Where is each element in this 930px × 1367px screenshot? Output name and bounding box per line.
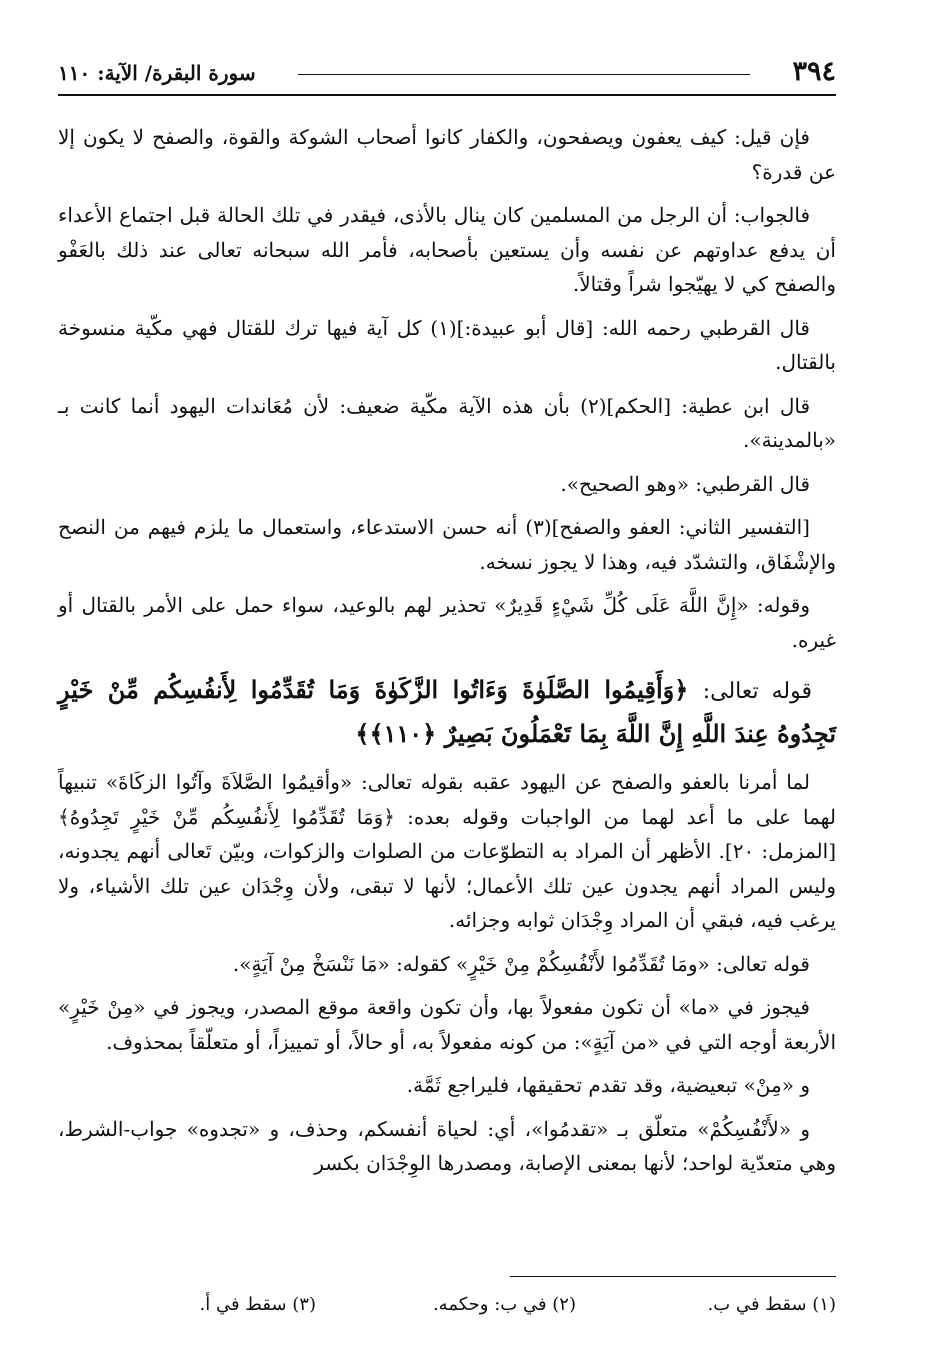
verse-heading: قوله تعالى: bbox=[702, 679, 813, 704]
page-header bbox=[58, 52, 836, 96]
paragraph: قال ابن عطية: [الحكم](٢) بأن هذه الآية مكّية ضعيف: لأن مُعَاندات اليهود أنما كانت بـ «بالمدينة». bbox=[58, 393, 836, 452]
paragraph: فإن قيل: كيف يعفون ويصفحون، والكفار كانوا أصحاب الشوكة والقوة، والصفح لا يكون إلا عن قدرة؟ bbox=[58, 125, 836, 184]
quran-verse bbox=[58, 669, 836, 755]
paragraph: [التفسير الثاني: العفو والصفح](٣) أنه حسن الاستدعاء، واستعمال ما يلزم فيهم من النصح والإشْفَاق، والتشدّد فيه، وهذا لا يجوز نسخه. bbox=[58, 515, 836, 574]
running-title: سورة البقرة/ الآية: ١١٠ bbox=[58, 61, 256, 85]
footnote-rule bbox=[510, 1276, 836, 1277]
footnote-2: (٢) في ب: وحكمه. bbox=[432, 1294, 576, 1315]
paragraph: فيجوز في «ما» أن تكون مفعولاً بها، وأن تكون واقعة موقع المصدر، ويجوز في «مِنْ خَيْرٍ» الأربعة أوجه التي في «من آيَةٍ»: من كونه مفعولاً به، أو حالاً، أو تمييزاً، أو متعلّقاً بمحذوف. bbox=[58, 995, 836, 1054]
main-text bbox=[58, 120, 836, 1190]
paragraph: و «مِنْ» تبعيضية، وقد تقدم تحقيقها، فليراجع ثَمَّة. bbox=[406, 1073, 810, 1097]
footnote-3: (٣) سقط في أ. bbox=[199, 1294, 316, 1315]
page-number: ٣٩٤ bbox=[792, 56, 836, 87]
paragraph: فالجواب: أن الرجل من المسلمين كان ينال بالأذى، فيقدر في تلك الحالة قبل اجتماع الأعداء أن يدفع عداوتهم عن نفسه وأن يستعين بأصحابه، فأمر الله سبحانه تعالى عند ذلك بالعَفْو والصفح كي لا يهيّجوا شراً وقتالاً. bbox=[58, 203, 836, 296]
verse-text: ﴿وَأَقِيمُوا الصَّلَوٰةَ وَءَاتُوا الزَّكَوٰةَ وَمَا تُقَدِّمُوا لِأَنفُسِكُم مِّنْ خَيْرٍ تَجِدُوهُ عِندَ اللَّهِ إِنَّ اللَّهَ بِمَا تَعْمَلُونَ بَصِيرٌ ﴿١١٠﴾﴾ bbox=[58, 675, 836, 748]
footnote-1: (١) سقط في ب. bbox=[707, 1294, 836, 1315]
paragraph: قال القرطبي: «وهو الصحيح». bbox=[560, 471, 810, 496]
paragraph: وقوله: «إِنَّ اللَّهَ عَلَى كُلِّ شَيْءٍ قَدِيرٌ» تحذير لهم بالوعيد، سواء حمل على الأمر بالقتال أو غيره. bbox=[58, 593, 836, 652]
paragraph: قوله تعالى: «ومَا تُقَدِّمُوا لأَنْفُسِكُمْ مِنْ خَيْرٍ» كقوله: «مَا نَنْسَخْ مِنْ آيَةٍ». bbox=[232, 951, 810, 976]
paragraph: لما أمرنا بالعفو والصفح عن اليهود عقبه بقوله تعالى: «وأقيمُوا الصَّلاَةَ وآتُوا الزكَاةَ» تنبيهاً لهما على ما أعد لهما من الواجبات وقوله بعده: ﴿وَمَا تُقَدِّمُوا لِأَنفُسِكُم مِّنْ خَيْرٍ تَجِدُوهُ﴾ [المزمل: ٢٠]. الأظهر أن المراد به التطوّعات من الصلوات والزكوات، وبيّن تَعالى أنهم يجدونه، وليس المراد أنهم يجدون عين تلك الأعمال؛ لأنها لا تبقى، ولأن وِجْدَان عين تلك الأشياء، ولا يرغب فيه، فبقي أن المراد وِجْدَان ثوابه وجزائه. bbox=[58, 770, 837, 932]
header-rule bbox=[298, 74, 750, 75]
paragraph: و «لأَنْفُسِكُمْ» متعلّق بـ «تقدمُوا»، أي: لحياة أنفسكم، وحذف، و «تجدوه» جواب-الشرط، وهي متعدّية لواحد؛ لأنها بمعنى الإصابة، ومصدرها الوِجْدَان بكسر bbox=[58, 1116, 836, 1175]
paragraph: قال القرطبي رحمه الله: [قال أبو عبيدة:](١) كل آية فيها ترك للقتال فهي مكّية منسوخة بالقتال. bbox=[58, 315, 836, 374]
footnotes bbox=[160, 1290, 836, 1324]
